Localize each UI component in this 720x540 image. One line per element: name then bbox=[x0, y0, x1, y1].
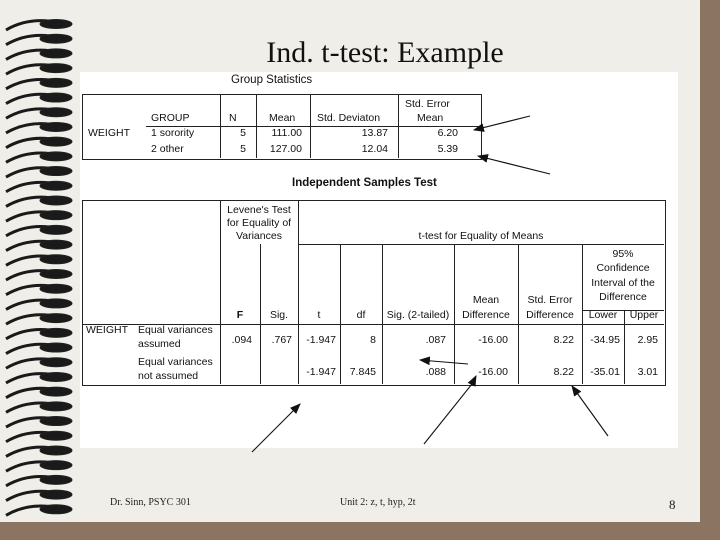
col-se-diff: Difference bbox=[526, 309, 574, 321]
binding-ring bbox=[6, 372, 72, 383]
binding-ring bbox=[6, 196, 72, 207]
binding-ring bbox=[6, 211, 72, 222]
page-number: 8 bbox=[669, 497, 676, 512]
binding-ring bbox=[6, 387, 72, 398]
ind-test-heading: Independent Samples Test bbox=[292, 177, 437, 189]
col-lower: Lower bbox=[588, 309, 618, 321]
col-sig: Sig. bbox=[269, 309, 289, 321]
ind-row-label-weight: WEIGHT bbox=[86, 324, 128, 336]
col-sd: Std. Deviaton bbox=[317, 112, 381, 124]
binding-ring bbox=[6, 270, 72, 281]
binding-ring bbox=[6, 225, 72, 236]
binding-ring bbox=[6, 417, 72, 428]
ttest-header: t-test for Equality of Means bbox=[418, 230, 544, 242]
binding-ring bbox=[6, 240, 72, 251]
col-df: df bbox=[356, 309, 366, 321]
binding-ring bbox=[6, 64, 72, 75]
footer-unit: Unit 2: z, t, hyp, 2t bbox=[340, 497, 416, 508]
group-stats-heading: Group Statistics bbox=[231, 74, 313, 86]
col-sig-2tailed: Sig. (2-tailed) bbox=[386, 309, 450, 321]
binding-ring bbox=[6, 461, 72, 472]
row-label-weight: WEIGHT bbox=[88, 127, 130, 139]
binding-ring bbox=[6, 358, 72, 369]
binding-ring bbox=[6, 314, 72, 325]
binding-ring bbox=[6, 49, 72, 60]
binding-ring bbox=[6, 299, 72, 310]
binding-ring bbox=[6, 181, 72, 192]
binding-ring bbox=[6, 475, 72, 486]
col-group: GROUP bbox=[151, 112, 190, 124]
binding-ring bbox=[6, 20, 72, 31]
binding-ring bbox=[6, 490, 72, 501]
binding-ring bbox=[6, 167, 72, 178]
binding-ring bbox=[6, 284, 72, 295]
col-f: F bbox=[236, 309, 244, 321]
binding-ring bbox=[6, 34, 72, 45]
binding-ring bbox=[6, 255, 72, 266]
col-upper: Upper bbox=[629, 309, 659, 321]
binding-ring bbox=[6, 152, 72, 163]
binding-ring bbox=[6, 137, 72, 148]
binding-ring bbox=[6, 343, 72, 354]
binding-ring bbox=[6, 402, 72, 413]
binding-ring bbox=[6, 505, 72, 516]
binding-ring bbox=[6, 122, 72, 133]
footer-author: Dr. Sinn, PSYC 301 bbox=[110, 497, 191, 508]
binding-ring bbox=[6, 108, 72, 119]
col-se-1: Std. Error bbox=[405, 98, 450, 110]
col-n: N bbox=[229, 112, 237, 124]
spiral-binding bbox=[2, 14, 78, 524]
spss-output: Group Statistics GROUP N Mean Std. Deviaton Std. Error Mean WEIGHT 1 sorority 5 111.00 13.87 6.20 2 other 5 127.00 12.04 5.39 Independent Samples Test Levene's Test for Equality of Variances t-test for Equality of Means 95% Confidence Interval of the Difference Mean Std. Error F Sig. t df Sig. (2-tailed) Difference Difference Lower Upper WEIGHT Equal variances assumed .094 .767 -1.947 8 .087 -16.00 8.22 -34.95 2.95 Equal variances not assumed -1.947 7.845 .088 -16.00 8.22 -35.01 3.01 bbox=[80, 72, 678, 448]
slide-title: Ind. t-test: Example bbox=[266, 36, 504, 69]
binding-ring bbox=[6, 93, 72, 104]
binding-ring bbox=[6, 328, 72, 339]
binding-ring bbox=[6, 446, 72, 457]
col-mean: Mean bbox=[269, 112, 296, 124]
col-mean-diff: Difference bbox=[462, 309, 510, 321]
col-t: t bbox=[317, 309, 321, 321]
binding-ring bbox=[6, 78, 72, 89]
binding-ring bbox=[6, 431, 72, 442]
col-se-2: Mean bbox=[417, 112, 444, 124]
